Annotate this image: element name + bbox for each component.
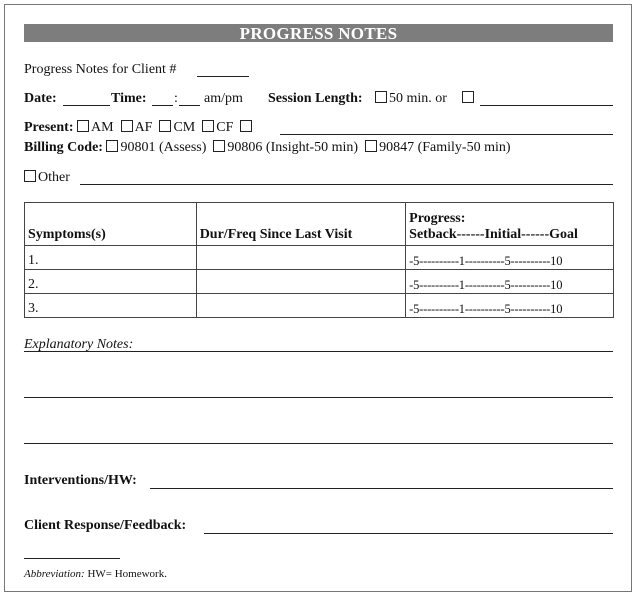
checkbox-icon[interactable] xyxy=(106,140,118,152)
footnote-divider xyxy=(24,558,120,559)
present-row xyxy=(24,120,254,136)
progress-header-title: Progress: xyxy=(409,211,466,226)
client-number-field[interactable] xyxy=(197,76,249,77)
notes-line[interactable] xyxy=(24,443,613,444)
session-50-option[interactable] xyxy=(375,91,447,107)
other-row xyxy=(24,170,70,186)
symptom-cell[interactable]: 3. xyxy=(25,294,197,318)
session-other-option[interactable] xyxy=(462,91,476,107)
durfreq-cell[interactable] xyxy=(196,294,405,318)
interventions-label: Interventions/HW: xyxy=(24,473,137,488)
symptoms-table xyxy=(24,202,614,318)
durfreq-header: Dur/Freq Since Last Visit xyxy=(196,203,405,246)
present-option-af: AF xyxy=(134,120,153,135)
checkbox-icon[interactable] xyxy=(77,120,89,132)
present-option-cm: CM xyxy=(173,120,196,135)
date-field[interactable] xyxy=(63,105,110,106)
time-label: Time: xyxy=(111,91,147,106)
explanatory-notes-label: Explanatory Notes: xyxy=(24,337,134,352)
table-row xyxy=(25,246,614,270)
table-row xyxy=(25,294,614,318)
time-hour-field[interactable] xyxy=(152,105,173,106)
symptom-cell[interactable]: 1. xyxy=(25,246,197,270)
present-other-field[interactable] xyxy=(280,134,613,135)
checkbox-icon[interactable] xyxy=(213,140,225,152)
billing-row xyxy=(24,140,511,156)
footnote xyxy=(24,566,167,582)
progress-scale-cell[interactable]: -5----------1----------5----------10 xyxy=(406,270,614,294)
progress-header xyxy=(406,203,614,246)
checkbox-icon[interactable] xyxy=(202,120,214,132)
table-row xyxy=(25,270,614,294)
session-50-label: 50 min. or xyxy=(389,91,447,106)
present-option-am: AM xyxy=(91,120,114,135)
interventions-field[interactable] xyxy=(150,488,613,489)
symptoms-header: Symptoms(s) xyxy=(25,203,197,246)
present-option-cf: CF xyxy=(216,120,234,135)
durfreq-cell[interactable] xyxy=(196,270,405,294)
present-label: Present: xyxy=(24,120,74,135)
billing-option-90847: 90847 (Family-50 min) xyxy=(379,140,511,155)
ampm-label: am/pm xyxy=(204,91,243,106)
checkbox-icon[interactable] xyxy=(240,120,252,132)
time-separator: : xyxy=(174,91,178,106)
footnote-prefix: Abbreviation: xyxy=(24,568,85,580)
session-other-field[interactable] xyxy=(480,105,613,106)
form-title: PROGRESS NOTES xyxy=(24,24,613,42)
client-response-field[interactable] xyxy=(204,533,613,534)
date-label: Date: xyxy=(24,91,57,106)
progress-scale-cell[interactable]: -5----------1----------5----------10 xyxy=(406,246,614,270)
checkbox-icon[interactable] xyxy=(121,120,133,132)
other-field[interactable] xyxy=(80,184,613,185)
checkbox-icon[interactable] xyxy=(462,91,474,103)
progress-header-scale: Setback------Initial------Goal xyxy=(409,227,578,242)
checkbox-icon[interactable] xyxy=(159,120,171,132)
table-header-row xyxy=(25,203,614,246)
session-length-label: Session Length: xyxy=(268,91,363,106)
notes-line[interactable] xyxy=(24,397,613,398)
notes-line[interactable] xyxy=(24,351,613,352)
footnote-text: HW= Homework. xyxy=(84,568,167,580)
client-number-label: Progress Notes for Client # xyxy=(24,62,177,77)
time-minute-field[interactable] xyxy=(179,105,200,106)
durfreq-cell[interactable] xyxy=(196,246,405,270)
client-response-label: Client Response/Feedback: xyxy=(24,518,187,533)
checkbox-icon[interactable] xyxy=(375,91,387,103)
billing-option-90806: 90806 (Insight-50 min) xyxy=(227,140,359,155)
billing-option-90801: 90801 (Assess) xyxy=(120,140,207,155)
other-label: Other xyxy=(38,170,70,185)
symptom-cell[interactable]: 2. xyxy=(25,270,197,294)
billing-label: Billing Code: xyxy=(24,140,103,155)
checkbox-icon[interactable] xyxy=(365,140,377,152)
progress-scale-cell[interactable]: -5----------1----------5----------10 xyxy=(406,294,614,318)
checkbox-icon[interactable] xyxy=(24,170,36,182)
